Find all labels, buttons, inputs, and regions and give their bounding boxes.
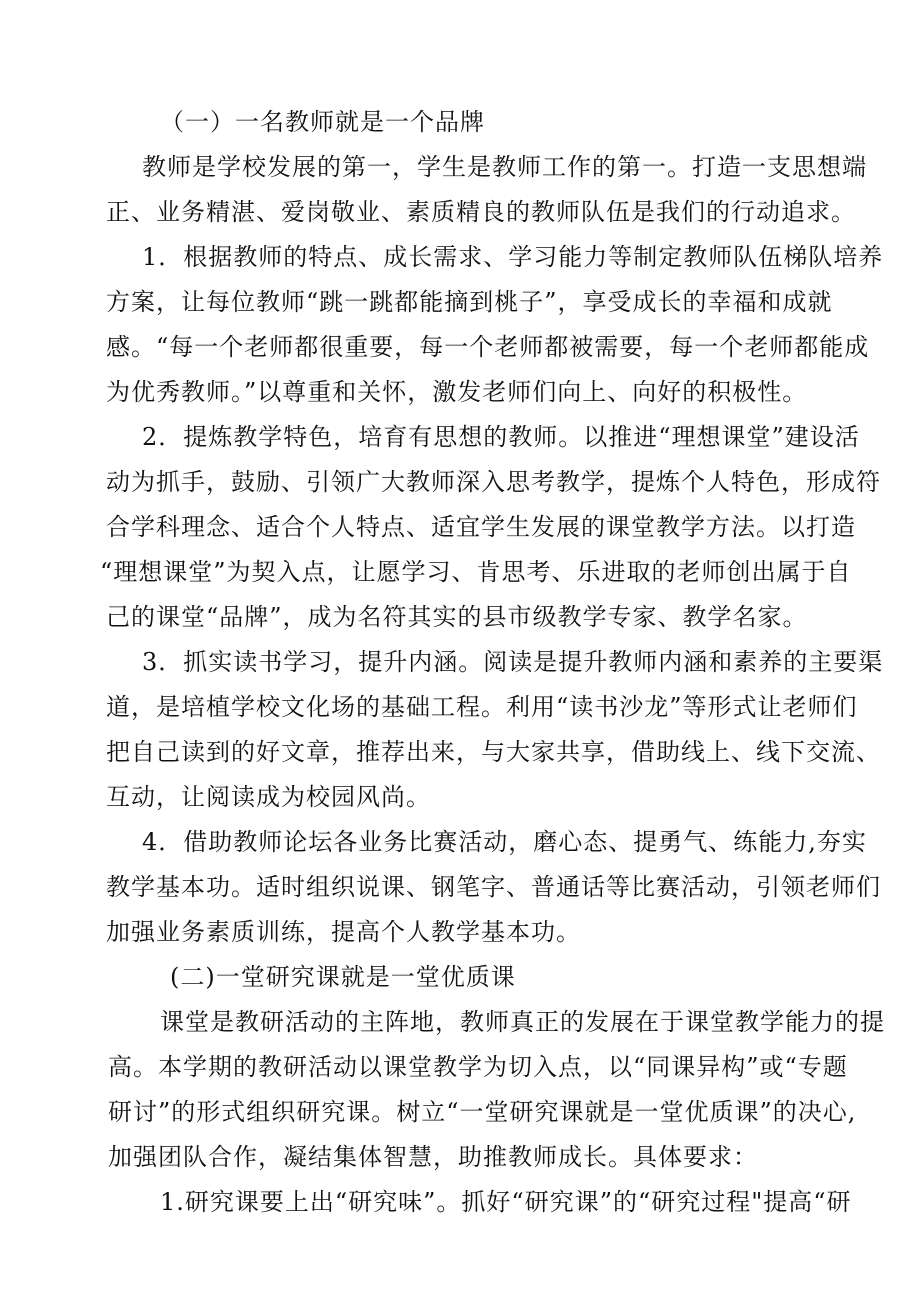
paragraph-line: 感。“每一个老师都很重要，每一个老师都被需要，每一个老师都能成 xyxy=(106,333,870,361)
paragraph-line: 动为抓手，鼓励、引领广大教师深入思考教学，提炼个人特色，形成符 xyxy=(106,468,881,496)
paragraph-line: 加强团队合作，凝结集体智慧，助推教师成长。具体要求： xyxy=(108,1143,758,1171)
paragraph-line: 正、业务精湛、爱岗敬业、素质精良的教师队伍是我们的行动追求。 xyxy=(106,198,856,226)
section-heading-2: (二)一堂研究课就是一堂优质课 xyxy=(170,963,516,991)
paragraph-line: 把自己读到的好文章，推荐出来，与大家共享，借助线上、线下交流、 xyxy=(106,738,881,766)
paragraph-line: 3．抓实读书学习，提升内涵。阅读是提升教师内涵和素养的主要渠 xyxy=(142,648,884,676)
paragraph-line: 为优秀教师。”以尊重和关怀，激发老师们向上、向好的积极性。 xyxy=(106,378,808,406)
paragraph-line: 4．借助教师论坛各业务比赛活动，磨心态、提勇气、练能力,夯实 xyxy=(142,828,867,856)
paragraph-line: 道，是培植学校文化场的基础工程。利用“读书沙龙”等形式让老师们 xyxy=(106,693,858,721)
paragraph-line: 高。本学期的教研活动以课堂教学为切入点，以“同课异构”或“专题 xyxy=(108,1053,848,1081)
section-heading-1: （一）一名教师就是一个品牌 xyxy=(160,108,485,136)
paragraph-line: 方案，让每位教师“跳一跳都能摘到桃子”，享受成长的幸福和成就 xyxy=(106,288,833,316)
paragraph-line: 1.研究课要上出“研究味”。抓好“研究课”的“研究过程"提高“研 xyxy=(160,1188,852,1216)
paragraph-line: 教学基本功。适时组织说课、钢笔字、普通话等比赛活动，引领老师们 xyxy=(106,873,881,901)
paragraph-line: 1．根据教师的特点、成长需求、学习能力等制定教师队伍梯队培养 xyxy=(142,243,884,271)
paragraph-line: 互动，让阅读成为校园风尚。 xyxy=(106,783,431,811)
paragraph-line: 合学科理念、适合个人特点、适宜学生发展的课堂教学方法。以打造 xyxy=(106,513,856,541)
paragraph-line: 研讨”的形式组织研究课。树立“一堂研究课就是一堂优质课”的决心, xyxy=(108,1098,857,1126)
paragraph-line: 课堂是教研活动的主阵地，教师真正的发展在于课堂教学能力的提 xyxy=(160,1008,885,1036)
paragraph-line: 己的课堂“品牌”，成为名符其实的县市级教学专家、教学名家。 xyxy=(106,603,808,631)
paragraph-line: 加强业务素质训练，提高个人教学基本功。 xyxy=(106,918,581,946)
paragraph-line: 2．提炼教学特色，培育有思想的教师。以推进“理想课堂”建设活 xyxy=(142,423,860,451)
paragraph-line: “理想课堂”为契入点，让愿学习、肯思考、乐进取的老师创出属于自 xyxy=(100,558,852,586)
paragraph-line: 教师是学校发展的第一，学生是教师工作的第一。打造一支思想端 xyxy=(142,153,867,181)
